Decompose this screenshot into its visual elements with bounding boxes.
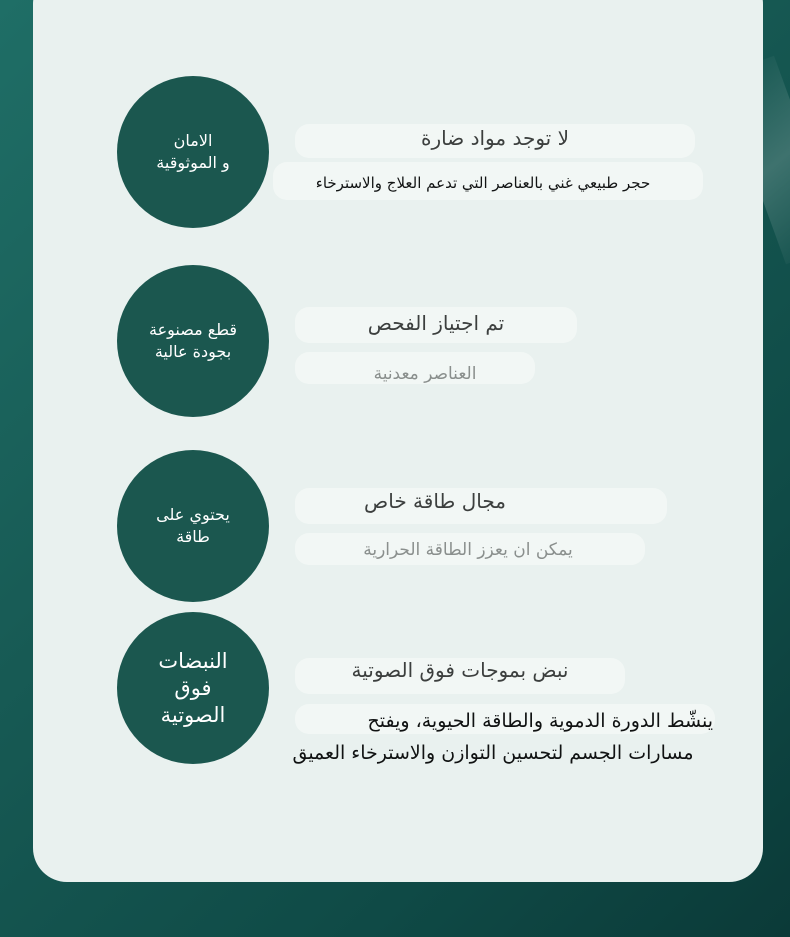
features-card (33, 0, 763, 882)
feature-title: مجال طاقة خاص (364, 489, 506, 513)
feature-badge (117, 265, 269, 417)
feature-badge-label: النبضات فوق الصوتية (158, 648, 228, 727)
feature-description-line-1: ينشّط الدورة الدموية والطاقة الحيوية، ويفتح (367, 710, 713, 732)
feature-badge-label: يحتوي على طاقة (156, 505, 230, 546)
feature-badge-label: الامان و الموثوقية (156, 131, 230, 172)
feature-description: يمكن ان يعزز الطاقة الحرارية (363, 540, 573, 560)
feature-title: نبض بموجات فوق الصوتية (351, 658, 569, 682)
feature-badge (117, 76, 269, 228)
feature-badge-label: قطع مصنوعة بجودة عالية (148, 320, 238, 361)
feature-description-line-2: مسارات الجسم لتحسين التوازن والاسترخاء العميق (292, 742, 694, 764)
feature-description: العناصر معدنية (373, 364, 477, 384)
feature-title: لا توجد مواد ضارة (421, 126, 569, 150)
feature-badge (117, 450, 269, 602)
feature-title: تم اجتياز الفحص (367, 311, 505, 335)
feature-description: حجر طبيعي غني بالعناصر التي تدعم العلاج والاسترخاء (315, 174, 651, 192)
feature-badge (117, 612, 269, 764)
